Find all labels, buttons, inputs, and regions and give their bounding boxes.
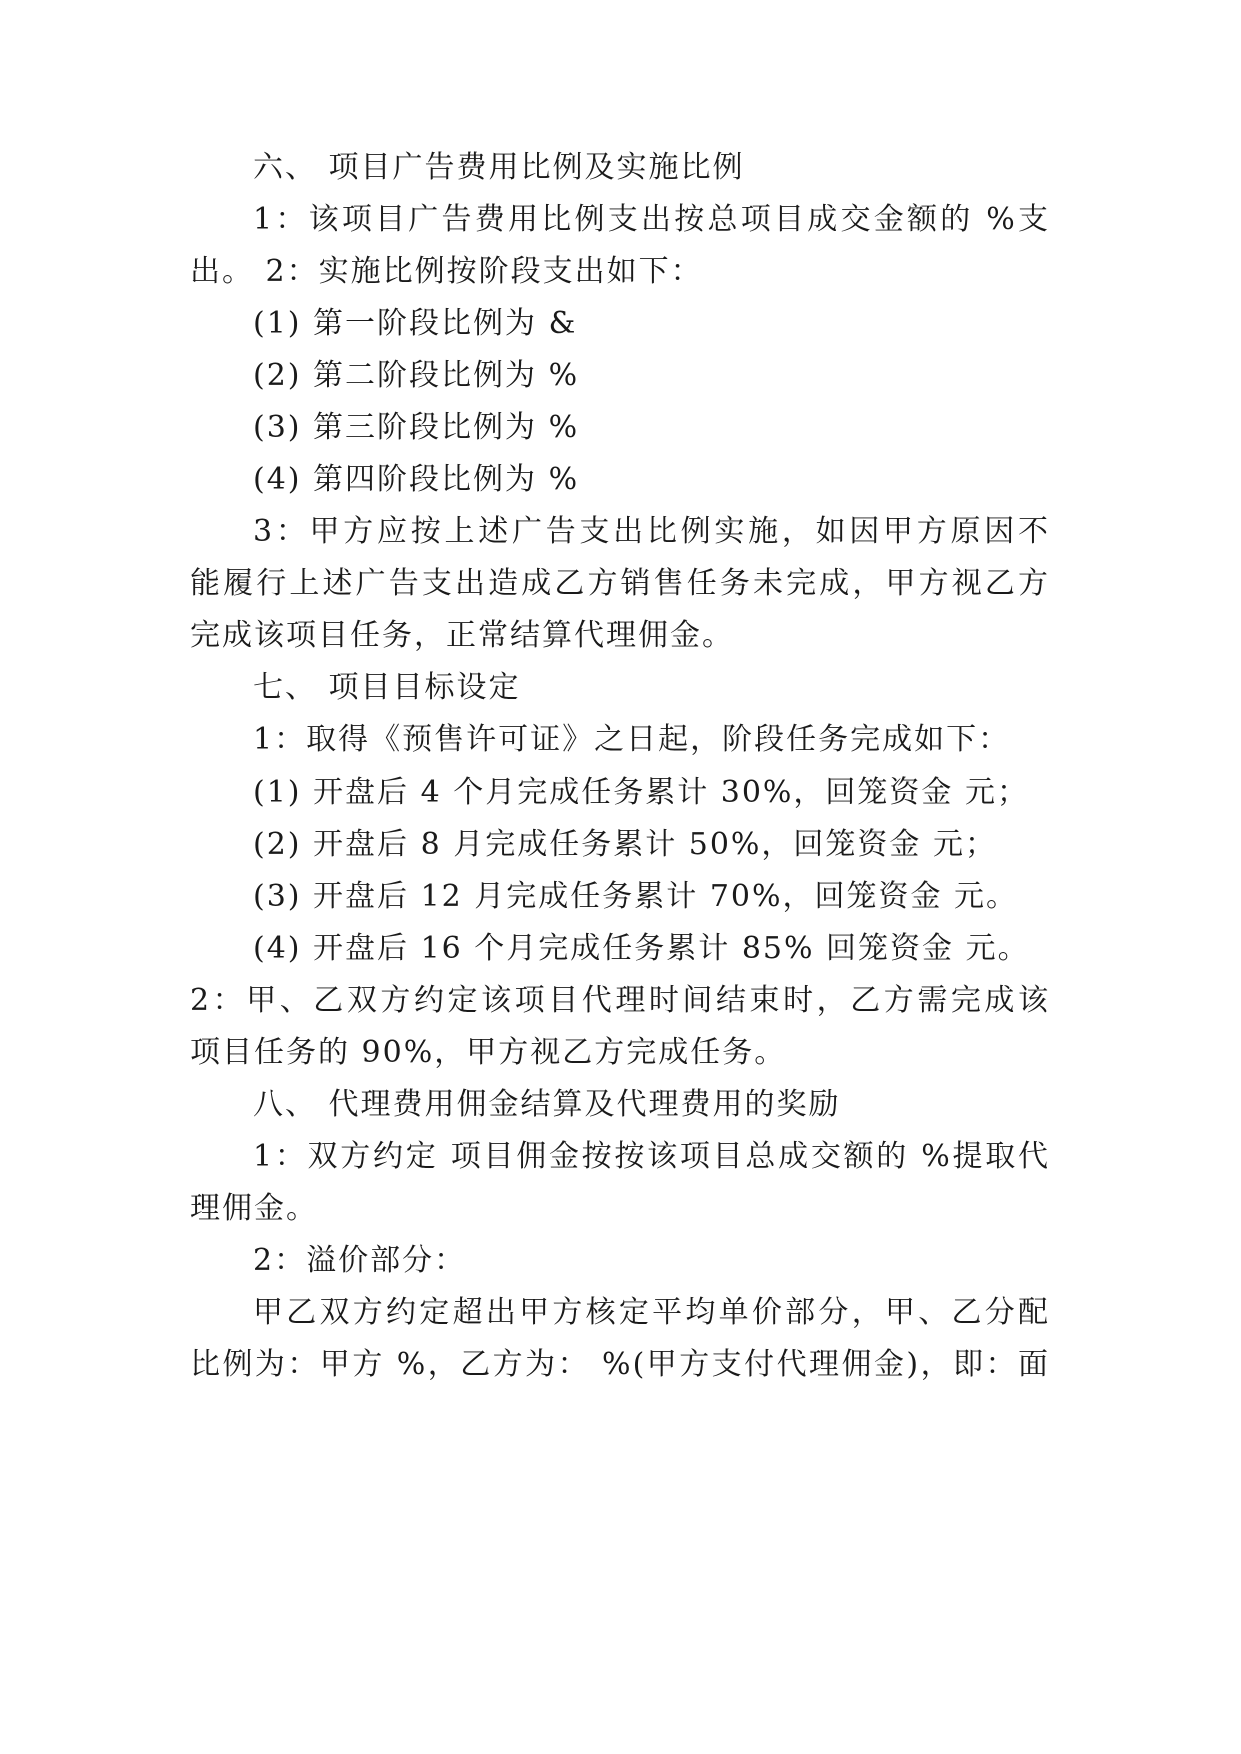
paragraph-line: 项目任务的 90%，甲方视乙方完成任务。 <box>190 1035 787 1070</box>
section-heading-6: 六、 项目广告费用比例及实施比例 <box>253 150 745 185</box>
list-item: (1) 开盘后 4 个月完成任务累计 30%，回笼资金 元； <box>253 775 1029 810</box>
paragraph-line: 比例为：甲方 %，乙方为： %(甲方支付代理佣金)，即：面 <box>190 1347 1050 1382</box>
list-item: (4) 第四阶段比例为 % <box>253 462 580 497</box>
section-heading-8: 八、 代理费用佣金结算及代理费用的奖励 <box>253 1087 841 1122</box>
section-heading-7: 七、 项目目标设定 <box>253 670 521 705</box>
paragraph-line: 理佣金。 <box>190 1191 318 1226</box>
list-item: (2) 开盘后 8 月完成任务累计 50%，回笼资金 元； <box>253 827 997 862</box>
paragraph-line: 完成该项目任务，正常结算代理佣金。 <box>190 618 734 653</box>
list-item: (4) 开盘后 16 个月完成任务累计 85% 回笼资金 元。 <box>253 931 1030 966</box>
list-item: (3) 第三阶段比例为 % <box>253 410 580 445</box>
paragraph-line: 甲乙双方约定超出甲方核定平均单价部分，甲、乙分配 <box>253 1295 1050 1330</box>
list-item: (1) 第一阶段比例为 & <box>253 306 578 341</box>
paragraph-line: 2：甲、乙双方约定该项目代理时间结束时，乙方需完成该 <box>190 983 1050 1018</box>
list-item: (2) 第二阶段比例为 % <box>253 358 580 393</box>
paragraph-line: 1：该项目广告费用比例支出按总项目成交金额的 %支 <box>253 202 1050 237</box>
paragraph-line: 3：甲方应按上述广告支出比例实施，如因甲方原因不 <box>253 514 1050 549</box>
paragraph-line: 1：双方约定 项目佣金按按该项目总成交额的 %提取代 <box>253 1139 1050 1174</box>
paragraph-line: 能履行上述广告支出造成乙方销售任务未完成，甲方视乙方 <box>190 566 1050 601</box>
paragraph-line: 出。 2：实施比例按阶段支出如下： <box>190 254 703 289</box>
list-item: (3) 开盘后 12 月完成任务累计 70%，回笼资金 元。 <box>253 879 1019 914</box>
paragraph-line: 2：溢价部分： <box>253 1243 467 1278</box>
paragraph-line: 1：取得《预售许可证》之日起，阶段任务完成如下： <box>253 722 1011 757</box>
